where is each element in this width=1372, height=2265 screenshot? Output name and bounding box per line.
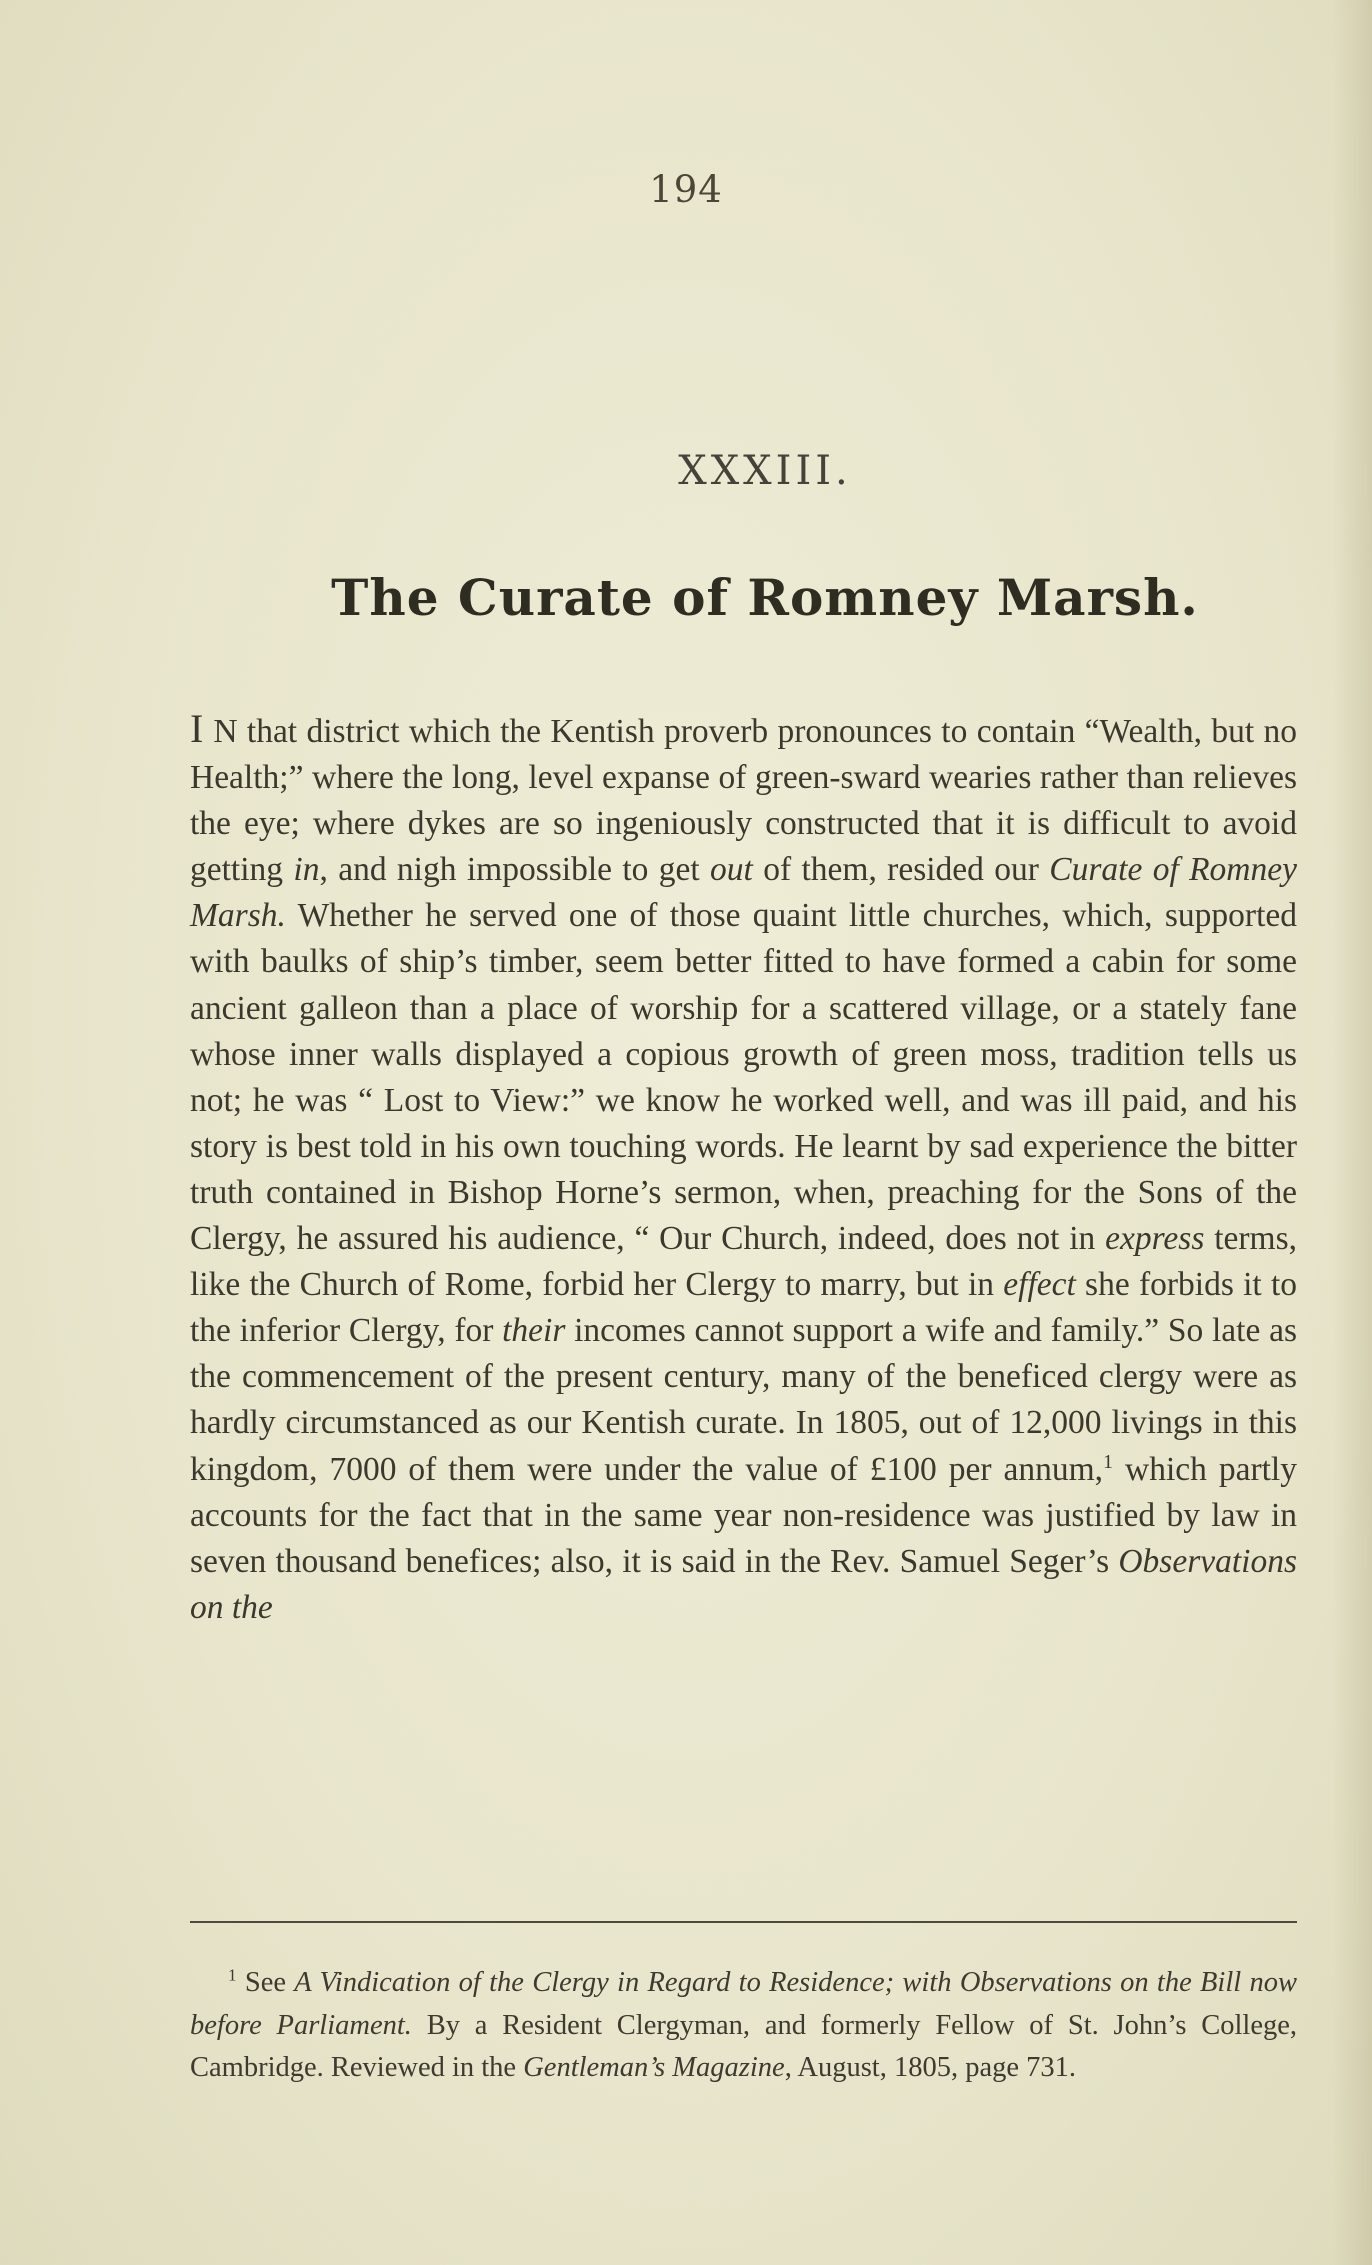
italic-run: Gentleman’s Magazine [523,2052,785,2083]
chapter-title: The Curate of Romney Marsh. [331,568,1199,627]
text-run: , August, 1805, page 731. [784,2052,1077,2083]
footnote-paragraph [190,1962,1297,2090]
italic-run: out [710,851,753,889]
chapter-number: XXXIII. [678,448,852,494]
italic-run: A Vindication of the Clergy in Regard to Residence; with Observations on the Bill now before Parliament. [190,1967,1297,2041]
footnote-number: 1 [228,1965,237,1985]
text-run: of them, resided our [752,851,1050,889]
italic-run: in [293,851,320,889]
text-run: See [236,1967,295,1998]
text-run: Whether he served one of those quaint little churches, which, supported with baulks of ship’s timber, seem better fitted to have formed a cabin for some ancient galleon than a place of worship for a scattered village, or a stately fane whose inner walls displayed a copious growth of green moss, tradition tells us not; he was “ Lost to View:” we know he worked well, and was ill paid, and his story is best told in his own touching words. He learnt by sad experience the bitter truth contained in Bishop Horne’s sermon, when, preaching for the Sons of the Clergy, he assured his audience, “ Our Church, indeed, does not in [190,897,1297,1258]
text-run: incomes cannot support a wife and family.” So late as the commencement of the present century, many of the beneficed clergy were as hardly circumstanced as our Kentish curate. In 1805, out of 12,000 livings in this kingdom, 7000 of them were under the value of £100 per annum, [190,1312,1297,1488]
body-paragraph [190,706,1297,1631]
text-run: she forbids it to the inferior Clergy, for [190,1266,1298,1350]
text-run: which partly accounts for the fact that in the same year non-residence was justified by law in seven thousand benefices; also, it is said in the Rev. Samuel Seger’s [190,1450,1297,1580]
page-edge-shadow [1332,0,1372,2265]
page-number: 194 [649,168,723,211]
italic-run: effect [1003,1266,1076,1304]
text-run: By a Resident Clergyman, and formerly Fellow of St. John’s College, Cambridge. Reviewed in the [190,2009,1297,2083]
footnote [190,1962,1297,2090]
footnote-divider [190,1921,1297,1923]
italic-run: Curate of Romney Marsh. [190,851,1297,935]
drop-cap: I [190,706,214,751]
body-text [190,706,1297,1631]
text-run: , and nigh impossible to get [319,851,711,889]
footnote-marker: 1 [1103,1450,1114,1473]
text-run: N that district which the Kentish proverb pronounces to contain “Wealth, but no Health;” where the long, level expanse of green-sward wearies rather than relieves the eye; where dykes are so ingeniously constructed that it is difficult to avoid getting [190,713,1297,889]
italic-run: express [1105,1220,1205,1258]
italic-run: Observations on the [190,1542,1297,1626]
italic-run: their [502,1312,566,1350]
text-run: terms, like the Church of Rome, forbid her Clergy to marry, but in [190,1220,1297,1304]
